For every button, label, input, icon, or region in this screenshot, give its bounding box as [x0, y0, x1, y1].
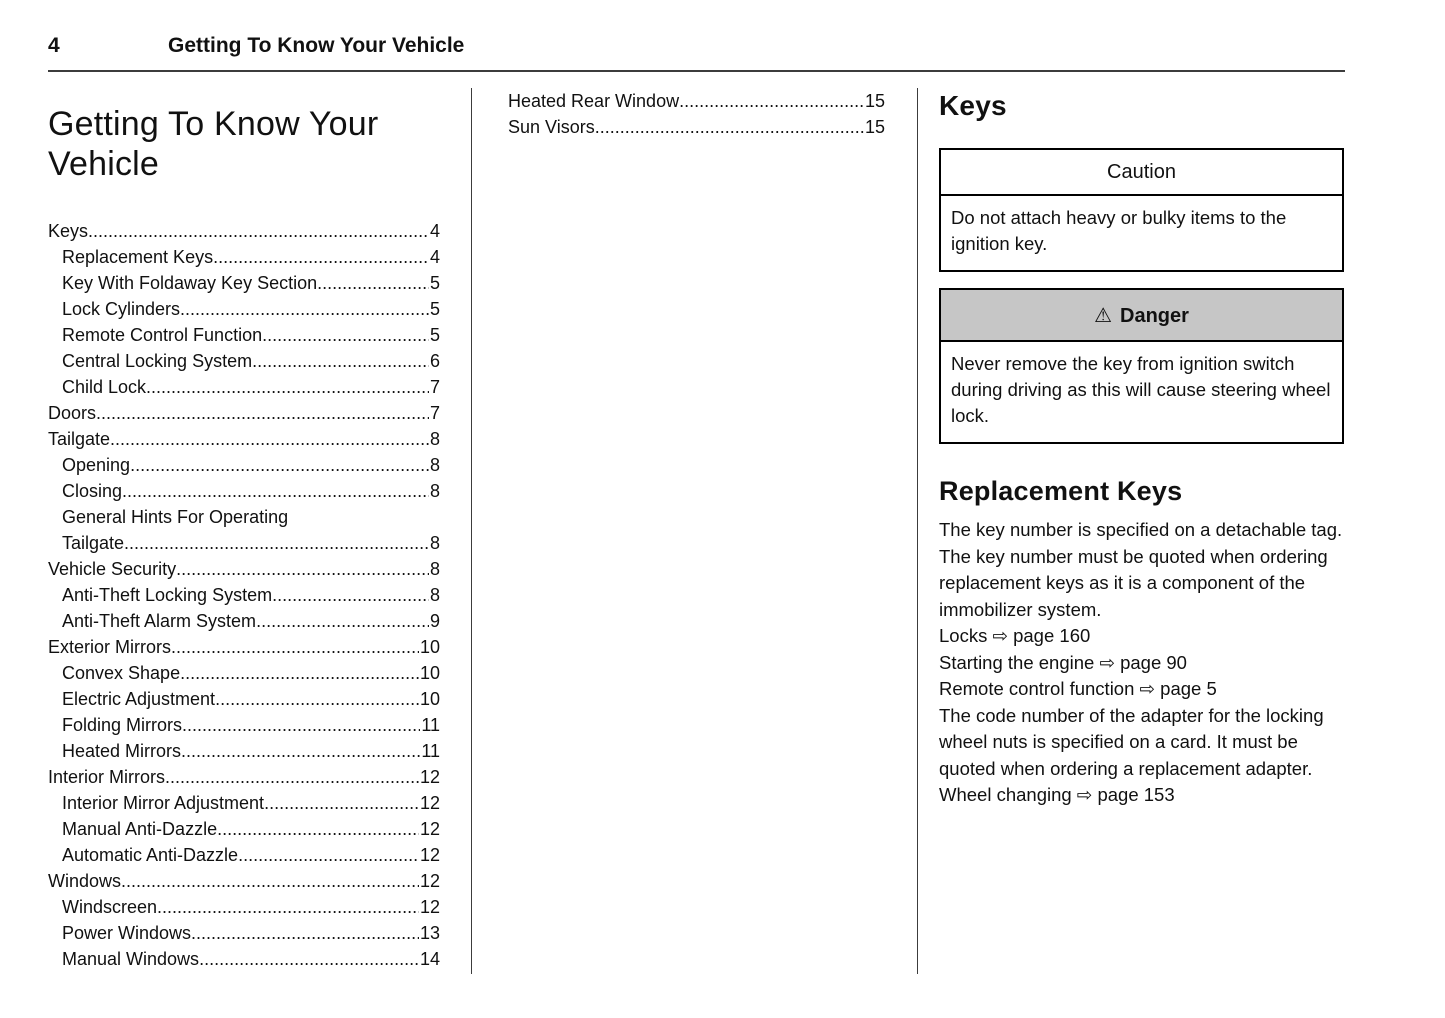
toc-column-2 — [472, 88, 885, 974]
toc-entry — [48, 764, 440, 790]
toc-leader-dots — [191, 920, 419, 946]
toc-entry — [48, 530, 440, 556]
toc-leader-dots — [110, 426, 429, 452]
toc-leader-dots — [217, 816, 419, 842]
section-title: Getting To Know Your Vehicle — [48, 105, 379, 183]
toc-entry — [48, 296, 440, 322]
caution-box-body: Do not attach heavy or bulky items to the ignition key. — [951, 207, 1287, 254]
paragraph: Wheel changing ⇨ page 153 — [939, 784, 1175, 805]
running-header — [48, 34, 1345, 72]
toc-leader-dots — [262, 322, 429, 348]
toc-entry-page: 6 — [429, 351, 440, 371]
toc-entry-page: 5 — [429, 299, 440, 319]
toc-entry-label: Manual Windows — [62, 949, 200, 969]
toc-entry — [48, 608, 440, 634]
toc-entry-label: Anti-Theft Alarm System — [62, 611, 257, 631]
page-number: 4 — [48, 34, 60, 57]
toc-entry-page: 12 — [419, 793, 440, 813]
toc-entry — [48, 348, 440, 374]
toc-entry-label: Closing — [62, 481, 123, 501]
toc-leader-dots — [181, 738, 420, 764]
danger-box-body: Never remove the key from ignition switch during driving as this will cause steering wheel lock. — [939, 342, 1344, 444]
caution-box-title: Caution — [941, 150, 1342, 196]
toc-entry-page: 14 — [419, 949, 440, 969]
toc-entry-page: 10 — [419, 637, 440, 657]
toc-leader-dots — [96, 400, 429, 426]
replacement-keys-text — [939, 517, 1344, 809]
toc-leader-dots — [595, 114, 864, 140]
toc-leader-dots — [256, 608, 429, 634]
caution-box — [939, 148, 1344, 272]
toc-entry-page: 8 — [429, 585, 440, 605]
paragraph: Remote control function ⇨ page 5 — [939, 678, 1217, 699]
toc-entry-label: Automatic Anti-Dazzle — [62, 845, 239, 865]
toc-leader-dots — [146, 374, 429, 400]
toc-entry — [48, 400, 440, 426]
toc-entry — [48, 556, 440, 582]
toc-entry-label: Central Locking System — [62, 351, 253, 371]
toc-entry-page: 7 — [429, 377, 440, 397]
toc-entry-page: 15 — [864, 117, 885, 137]
toc-leader-dots — [252, 348, 429, 374]
toc-entry-page: 15 — [864, 91, 885, 111]
toc-entry-page: 12 — [419, 767, 440, 787]
toc-leader-dots — [157, 894, 419, 920]
toc-leader-dots — [88, 218, 429, 244]
paragraph: Starting the engine ⇨ page 90 — [939, 651, 1187, 673]
toc-entry-label: Opening — [62, 455, 131, 475]
toc-entry-label: Anti-Theft Locking System — [62, 585, 273, 605]
toc-entry-label: Tailgate — [48, 429, 111, 449]
table-of-contents-2 — [508, 88, 885, 140]
toc-leader-dots — [171, 634, 419, 660]
toc-entry — [48, 946, 440, 972]
toc-leader-dots — [213, 244, 429, 270]
toc-entry-page: 10 — [419, 663, 440, 683]
toc-entry — [508, 88, 885, 114]
toc-entry-page: 7 — [429, 403, 440, 423]
toc-entry-page: 10 — [419, 689, 440, 709]
toc-entry-page: 5 — [429, 325, 440, 345]
toc-entry-page: 12 — [419, 871, 440, 891]
toc-entry — [48, 894, 440, 920]
toc-entry-label: Manual Anti-Dazzle — [62, 819, 218, 839]
toc-entry-label: Heated Rear Window — [508, 91, 680, 111]
toc-entry — [48, 712, 440, 738]
danger-box — [939, 288, 1344, 444]
toc-entry — [48, 920, 440, 946]
toc-entry — [48, 478, 440, 504]
toc-entry — [48, 270, 440, 296]
toc-entry-page: 12 — [419, 819, 440, 839]
toc-entry-label: Windows — [48, 871, 122, 891]
toc-entry — [508, 114, 885, 140]
table-of-contents-1 — [48, 218, 440, 972]
toc-entry — [48, 790, 440, 816]
toc-leader-dots — [130, 452, 429, 478]
toc-entry-page: 9 — [429, 611, 440, 631]
toc-entry-page: 13 — [419, 923, 440, 943]
toc-leader-dots — [124, 530, 429, 556]
toc-entry-label: Folding Mirrors — [62, 715, 183, 735]
toc-entry-label: Electric Adjustment — [62, 689, 216, 709]
toc-entry-page: 12 — [419, 897, 440, 917]
toc-entry-page: 4 — [429, 247, 440, 267]
toc-entry-label: Exterior Mirrors — [48, 637, 172, 657]
danger-box-title: Danger — [1120, 305, 1189, 327]
toc-column-1 — [48, 88, 440, 974]
toc-leader-dots — [180, 660, 419, 686]
toc-entry-page: 8 — [429, 429, 440, 449]
toc-entry-label: Heated Mirrors — [62, 741, 182, 761]
toc-entry-label: Vehicle Security — [48, 559, 177, 579]
toc-entry-page: 8 — [429, 559, 440, 579]
chapter-header-title: Getting To Know Your Vehicle — [168, 34, 465, 57]
toc-entry-page: 11 — [421, 715, 440, 735]
toc-entry-page: 4 — [429, 221, 440, 241]
toc-leader-dots — [317, 270, 429, 296]
toc-entry — [48, 244, 440, 270]
toc-entry — [48, 322, 440, 348]
toc-entry — [48, 842, 440, 868]
toc-leader-dots — [199, 946, 419, 972]
toc-leader-dots — [264, 790, 419, 816]
toc-leader-dots — [121, 868, 419, 894]
toc-leader-dots — [679, 88, 864, 114]
toc-entry — [48, 582, 440, 608]
toc-leader-dots — [180, 296, 429, 322]
toc-entry-label: Sun Visors — [508, 117, 595, 137]
keys-heading: Keys — [939, 90, 1007, 121]
paragraph: The key number must be quoted when ordering replacement keys as it is a component of the immobilizer system. — [939, 545, 1328, 620]
toc-entry — [48, 686, 440, 712]
toc-entry-label: Windscreen — [62, 897, 158, 917]
toc-entry-label: General Hints For Operating — [62, 507, 289, 527]
toc-entry-label: Tailgate — [62, 533, 125, 553]
toc-entry — [48, 634, 440, 660]
toc-entry-page: 8 — [429, 533, 440, 553]
toc-entry — [48, 660, 440, 686]
toc-entry-label: Child Lock — [62, 377, 147, 397]
toc-entry-page: 12 — [419, 845, 440, 865]
toc-entry — [48, 738, 440, 764]
toc-entry — [48, 868, 440, 894]
toc-leader-dots — [176, 556, 429, 582]
toc-entry-page: 8 — [429, 481, 440, 501]
replacement-keys-heading: Replacement Keys — [939, 476, 1183, 506]
toc-entry — [48, 218, 440, 244]
toc-entry-label: Key With Foldaway Key Section — [62, 273, 318, 293]
toc-entry — [48, 452, 440, 478]
toc-leader-dots — [215, 686, 419, 712]
paragraph: The key number is specified on a detachable tag. — [939, 519, 1343, 540]
toc-entry-label: Replacement Keys — [62, 247, 214, 267]
toc-entry — [48, 426, 440, 452]
toc-entry — [48, 816, 440, 842]
paragraph: Locks ⇨ page 160 — [939, 625, 1091, 646]
toc-entry-label: Keys — [48, 221, 89, 241]
toc-leader-dots — [272, 582, 429, 608]
toc-entry-page: 11 — [421, 741, 440, 761]
toc-entry-label: Convex Shape — [62, 663, 181, 683]
toc-leader-dots — [182, 712, 420, 738]
toc-leader-dots — [122, 478, 429, 504]
toc-leader-dots — [165, 764, 419, 790]
toc-entry-label: Interior Mirrors — [48, 767, 166, 787]
toc-entry — [48, 374, 440, 400]
toc-leader-dots — [238, 842, 419, 868]
content-columns — [48, 88, 1345, 974]
toc-entry-label: Remote Control Function — [62, 325, 263, 345]
toc-entry-label: Power Windows — [62, 923, 192, 943]
danger-box-header — [939, 288, 1344, 342]
paragraph: The code number of the adapter for the locking wheel nuts is specified on a card. It must be quoted when ordering a replacement adapter. — [939, 704, 1324, 779]
toc-entry-label: Interior Mirror Adjustment — [62, 793, 265, 813]
toc-entry-label: Lock Cylinders — [62, 299, 181, 319]
content-column — [918, 88, 1344, 974]
toc-entry — [48, 504, 440, 530]
toc-entry-page: 8 — [429, 455, 440, 475]
toc-entry-label: Doors — [48, 403, 97, 423]
warning-triangle-icon: ⚠ — [1094, 305, 1113, 327]
toc-entry-page: 5 — [429, 273, 440, 293]
